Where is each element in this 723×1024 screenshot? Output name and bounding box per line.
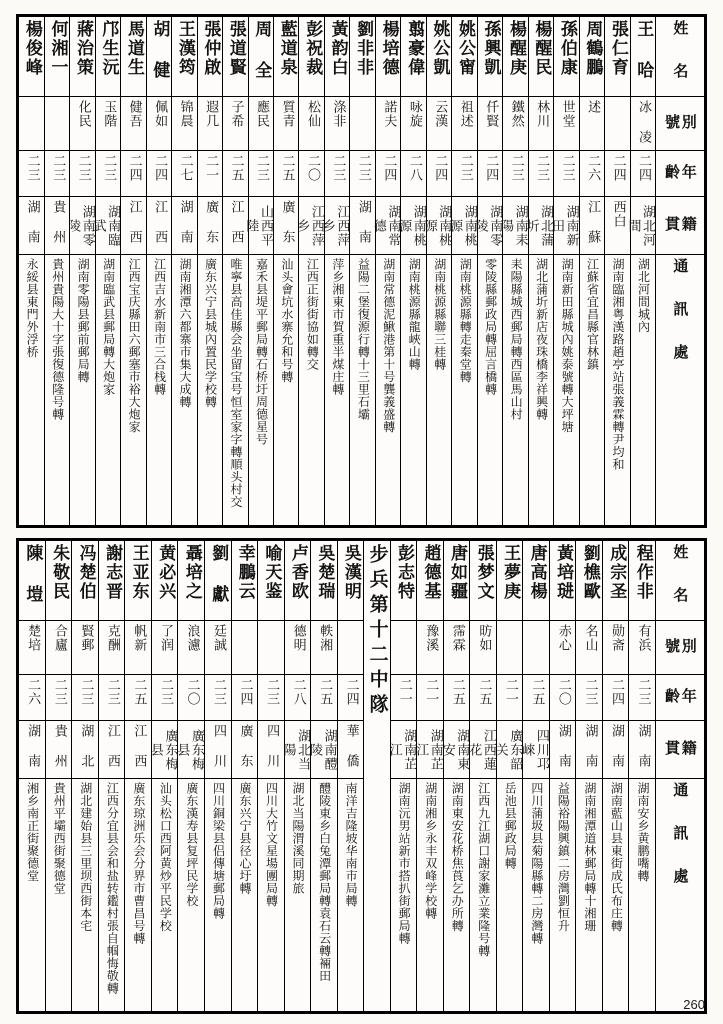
cell-alias: 述 [579, 97, 604, 151]
cell-age: 二四 [231, 674, 258, 720]
cell-origin: 四 川 [258, 720, 285, 778]
cell-name: 劉樵歐 [576, 540, 603, 620]
cell-origin: 四川邛崍 [523, 720, 550, 778]
cell-alias: 咏旋 [401, 97, 426, 151]
cell-alias: 諾夫 [375, 97, 400, 151]
cell-age: 二六 [579, 151, 604, 197]
cell-address: 耒陽縣城西郵局轉西區馬山村 [503, 255, 528, 526]
cell-origin: 湖南耒陽 [503, 197, 528, 255]
cell-alias: 合廬 [45, 620, 72, 674]
cell-alias: 玉階 [95, 97, 120, 151]
cell-name: 周鶴鵬 [579, 17, 604, 97]
cell-origin: 湖南東安 [443, 720, 470, 778]
cell-name: 楊俊峰 [19, 17, 45, 97]
cell-address: 四川大竹文星場團局轉 [258, 778, 285, 1011]
cell-address: 湖南藍山县東街成氏布庄轉 [602, 778, 629, 1011]
cell-name: 張道賢 [223, 17, 248, 97]
cell-address: 廣东漢寿县复坪民学校 [178, 778, 205, 1011]
roster-table-top-grid [18, 16, 705, 526]
cell-alias: 有浜 [629, 620, 656, 674]
cell-address: 益陽二堡復源行轉十三里石壩 [350, 255, 375, 526]
cell-age: 二一 [197, 151, 222, 197]
cell-origin: 湖南芷江 [417, 720, 444, 778]
cell-origin: 貴 州 [45, 720, 72, 778]
header-cell-origin: 籍 貫 [656, 720, 705, 778]
cell-alias: 勋斋 [602, 620, 629, 674]
cell-alias: 楚培 [19, 620, 46, 674]
header-cell-origin: 籍 貫 [656, 197, 705, 255]
cell-age: 二五 [273, 151, 298, 197]
cell-origin: 湖 南 [602, 720, 629, 778]
cell-alias: 化民 [70, 97, 95, 151]
cell-name: 藍道泉 [273, 17, 298, 97]
cell-origin: 江西萍乡 [299, 197, 324, 255]
cell-alias: 質青 [273, 97, 298, 151]
cell-origin: 西白 [605, 197, 630, 255]
cell-name: 姚公凱 [426, 17, 451, 97]
cell-origin: 湖南桃源 [426, 197, 451, 255]
header-cell-age: 年 齡 [656, 151, 705, 197]
cell-age: 二三 [576, 674, 603, 720]
cell-name: 卢香欧 [284, 540, 311, 620]
cell-origin: 湖南零陵 [477, 197, 502, 255]
cell-origin: 湖南桃源 [401, 197, 426, 255]
cell-age: 二七 [172, 151, 197, 197]
cell-origin: 江 西 [125, 720, 152, 778]
header-cell-alias: 別 號 [656, 620, 705, 674]
cell-age: 二三 [528, 151, 553, 197]
cell-alias: 浪濾 [178, 620, 205, 674]
cell-address: 湖北当陽渭溪同期旅 [284, 778, 311, 1011]
cell-age: 二四 [477, 151, 502, 197]
cell-origin: 江 西 [121, 197, 146, 255]
cell-alias: 了润 [151, 620, 178, 674]
cell-origin: 湖南臨武 [95, 197, 120, 255]
cell-address: 貴州平壩西街聚德堂 [45, 778, 72, 1011]
cell-address: 汕头會坑水寨允和号轉 [273, 255, 298, 526]
cell-origin: 江 西 [223, 197, 248, 255]
cell-address: 永綏县東門外浮桥 [19, 255, 45, 526]
cell-alias: 鐵然 [503, 97, 528, 151]
cell-age: 二一 [496, 674, 523, 720]
cell-name: 劉非非 [350, 17, 375, 97]
cell-origin: 湖 南 [629, 720, 656, 778]
cell-alias: 軼湘 [311, 620, 338, 674]
cell-origin: 江 西 [98, 720, 125, 778]
cell-alias: 冰 凌 [630, 97, 655, 151]
cell-name: 劉 獻 [204, 540, 231, 620]
cell-origin: 江 西 [146, 197, 171, 255]
cell-age: 二四 [146, 151, 171, 197]
table-row-origin [19, 720, 705, 778]
cell-alias: 佩如 [146, 97, 171, 151]
cell-origin: 廣东梅县 [178, 720, 205, 778]
cell-age: 二五 [125, 674, 152, 720]
cell-name: 姚公甯 [452, 17, 477, 97]
cell-address: 江西九江湖口謝家灘立業隆号轉 [470, 778, 497, 1011]
cell-alias: 廷誠 [204, 620, 231, 674]
cell-origin: 湖 北 [72, 720, 99, 778]
cell-address: 湖北河間城內 [630, 255, 655, 526]
cell-age: 二〇 [549, 674, 576, 720]
cell-name: 蔣治策 [70, 17, 95, 97]
cell-origin: 湖南新田 [554, 197, 579, 255]
cell-age: 二一 [390, 674, 417, 720]
cell-origin: 廣 东 [197, 197, 222, 255]
cell-name: 吳楚瑞 [311, 540, 338, 620]
cell-address: 汕头松口西阿黄炒平民学校 [151, 778, 178, 1011]
table-row-address [19, 255, 705, 526]
roster-table-bottom-grid [18, 540, 705, 1012]
cell-origin: 湖北河間 [630, 197, 655, 255]
cell-name: 趙德基 [417, 540, 444, 620]
cell-address: 江西正街街協如轉交 [299, 255, 324, 526]
cell-alias [605, 97, 630, 151]
cell-name: 黃韵白 [324, 17, 349, 97]
cell-age: 二三 [204, 674, 231, 720]
cell-age: 二三 [248, 151, 273, 197]
header-cell-age: 年 齡 [656, 674, 705, 720]
cell-address: 益陽裕陽興鎮二房灣劉恒升 [549, 778, 576, 1011]
cell-address: 零陵縣郵政局轉屈言橋轉 [477, 255, 502, 526]
cell-name: 朱敬民 [45, 540, 72, 620]
cell-origin: 湖北当陽 [284, 720, 311, 778]
cell-alias: 遐几 [197, 97, 222, 151]
cell-name: 孫伯康 [554, 17, 579, 97]
cell-name: 唐高楊 [523, 540, 550, 620]
cell-name: 成宗圣 [602, 540, 629, 620]
cell-age: 二四 [375, 151, 400, 197]
cell-alias: 霈霖 [443, 620, 470, 674]
cell-age: 二四 [602, 674, 629, 720]
cell-name: 吳漢明 [337, 540, 364, 620]
cell-address: 湖南桃源縣轉走秦堂轉 [452, 255, 477, 526]
cell-alias: 子希 [223, 97, 248, 151]
cell-origin: 湖 南 [576, 720, 603, 778]
cell-alias: 云漢 [426, 97, 451, 151]
cell-age: 二〇 [299, 151, 324, 197]
cell-address: 四川銅梁县侣傳塘郵局轉 [204, 778, 231, 1011]
cell-age: 二四 [121, 151, 146, 197]
cell-age: 二四 [605, 151, 630, 197]
table-row-name [19, 540, 705, 620]
roster-table-bottom [16, 538, 707, 1014]
cell-address: 湖南沅男站新市搭扒街郵局轉 [390, 778, 417, 1011]
cell-address: 湖南湘潭道林郵局轉十湘珊 [576, 778, 603, 1011]
cell-alias: 仟賢 [477, 97, 502, 151]
cell-name: 幸鵬云 [231, 540, 258, 620]
cell-alias: 應民 [248, 97, 273, 151]
cell-age: 二三 [503, 151, 528, 197]
cell-name: 陳 塏 [19, 540, 46, 620]
cell-alias: 林川 [528, 97, 553, 151]
cell-age: 二三 [45, 674, 72, 720]
cell-name: 孫興凱 [477, 17, 502, 97]
cell-alias [337, 620, 364, 674]
cell-age: 二三 [19, 151, 45, 197]
cell-address: 醴陵東乡白兔潭郵局轉袁石云轉裲田 [311, 778, 338, 1011]
cell-age: 二三 [452, 151, 477, 197]
cell-origin: 江西蓮花 [470, 720, 497, 778]
cell-age: 二五 [311, 674, 338, 720]
cell-name: 王夢庚 [496, 540, 523, 620]
cell-name: 謝志晋 [98, 540, 125, 620]
cell-address: 貴州貴陽大十字張復德隆号轉 [44, 255, 69, 526]
cell-origin: 湖 南 [350, 197, 375, 255]
cell-name: 彭祝裁 [299, 17, 324, 97]
cell-name: 胡 健 [146, 17, 171, 97]
cell-age: 二六 [19, 674, 46, 720]
cell-address: 湖南東安花桥焦莨乞办所轉 [443, 778, 470, 1011]
cell-age: 二五 [523, 674, 550, 720]
cell-age: 二四 [630, 151, 655, 197]
cell-alias: 昉如 [470, 620, 497, 674]
cell-alias [390, 620, 417, 674]
cell-address: 湖南常德泥鰍港第十号龔義盛轉 [375, 255, 400, 526]
cell-address: 湖南桃源縣聯三桂轉 [426, 255, 451, 526]
table-row-age [19, 674, 705, 720]
cell-address: 湘乡南正街聚德堂 [19, 778, 46, 1011]
cell-name: 王亚东 [125, 540, 152, 620]
cell-address: 廣东兴宁县城內置民学校轉 [197, 255, 222, 526]
cell-alias: 名山 [576, 620, 603, 674]
table-row-address [19, 778, 705, 1011]
cell-origin: 湖 南 [19, 197, 45, 255]
cell-address: 湖南湘乡永丰双峰学校轉 [417, 778, 444, 1011]
cell-alias: 世堂 [554, 97, 579, 151]
cell-origin: 湖 南 [19, 720, 46, 778]
cell-alias: 涤非 [324, 97, 349, 151]
cell-age: 二三 [151, 674, 178, 720]
cell-name: 黃培琎 [549, 540, 576, 620]
cell-age: 二三 [70, 151, 95, 197]
cell-alias: 德明 [284, 620, 311, 674]
cell-age: 二八 [401, 151, 426, 197]
cell-alias [258, 620, 285, 674]
cell-address: 湖北建始县三里坝西街本宅 [72, 778, 99, 1011]
cell-origin: 湖北蒲圻 [528, 197, 553, 255]
cell-age: 二一 [417, 674, 444, 720]
roster-table-top [16, 14, 707, 528]
cell-address: 湖南臨湘粤漢路趙亭站張義霖轉尹均和 [605, 255, 630, 526]
cell-name: 黄必兴 [151, 540, 178, 620]
cell-name: 程作非 [629, 540, 656, 620]
cell-alias [350, 97, 375, 151]
cell-address: 唯寧县高佳縣会坐留宝号恒室家字轉順头村交 [223, 255, 248, 526]
cell-name: 何湘一 [44, 17, 69, 97]
header-cell-name: 姓 名 [656, 17, 705, 97]
cell-alias: 祖述 [452, 97, 477, 151]
cell-name: 彭志特 [390, 540, 417, 620]
cell-address: 嘉禾县堤平郵局轉石桥圩周德星号 [248, 255, 273, 526]
cell-age: 二八 [284, 674, 311, 720]
cell-alias: 赤心 [549, 620, 576, 674]
cell-alias: 锦晨 [172, 97, 197, 151]
cell-origin: 湖南零陵 [70, 197, 95, 255]
cell-address: 湖南臨武县郵局轉大炮家 [95, 255, 120, 526]
table-row-alias [19, 97, 705, 151]
cell-alias: 賢郵 [72, 620, 99, 674]
cell-origin: 江 蘇 [579, 197, 604, 255]
cell-age: 二五 [470, 674, 497, 720]
cell-alias: 健吾 [121, 97, 146, 151]
cell-origin: 廣 东 [273, 197, 298, 255]
cell-age: 二三 [350, 151, 375, 197]
cell-name: 翦豪偉 [401, 17, 426, 97]
cell-alias [523, 620, 550, 674]
cell-name: 王 哈 [630, 17, 655, 97]
cell-name: 喻天鉴 [258, 540, 285, 620]
cell-age: 二四 [426, 151, 451, 197]
cell-alias: 克酬 [98, 620, 125, 674]
cell-name: 冯楚伯 [72, 540, 99, 620]
cell-address: 湖南湘潭六都寨市集大成轉 [172, 255, 197, 526]
cell-age: 二三 [44, 151, 69, 197]
cell-address: 南洋吉隆坡华南市局轉 [337, 778, 364, 1011]
cell-origin: 廣 东 [231, 720, 258, 778]
cell-address: 廣东兴宁县径心圩轉 [231, 778, 258, 1011]
cell-name: 楊醒民 [528, 17, 553, 97]
header-cell-address: 通 訊 處 [656, 778, 705, 1011]
cell-age: 二五 [223, 151, 248, 197]
page-number: 260 [683, 997, 705, 1012]
cell-name: 聶培之 [178, 540, 205, 620]
cell-alias [496, 620, 523, 674]
cell-alias: 豫溪 [417, 620, 444, 674]
cell-address: 湖南新田縣城內姚泰號轉大坪塘 [554, 255, 579, 526]
cell-age: 二三 [98, 674, 125, 720]
cell-name: 唐如疆 [443, 540, 470, 620]
cell-origin: 湖南醴陵 [311, 720, 338, 778]
cell-age: 二三 [629, 674, 656, 720]
cell-origin: 四 川 [204, 720, 231, 778]
cell-address: 四川蒲圾县菊陽縣轉二房灣轉 [523, 778, 550, 1011]
table-row-age [19, 151, 705, 197]
cell-name: 楊醒庚 [503, 17, 528, 97]
cell-origin: 湖南芷江 [390, 720, 417, 778]
cell-address: 岳池县郵政局轉 [496, 778, 523, 1011]
cell-name: 張仲啟 [197, 17, 222, 97]
cell-alias: 松仙 [299, 97, 324, 151]
cell-age: 二四 [337, 674, 364, 720]
cell-alias [19, 97, 45, 151]
cell-name: 張梦文 [470, 540, 497, 620]
header-cell-name: 姓 名 [656, 540, 705, 620]
cell-address: 廣东琼洲乐会分界市曹昌号轉 [125, 778, 152, 1011]
cell-alias [231, 620, 258, 674]
cell-origin: 華 僑 [337, 720, 364, 778]
cell-address: 萍乡湘東市賀重半煤庄轉 [324, 255, 349, 526]
cell-alias [44, 97, 69, 151]
cell-name: 楊培德 [375, 17, 400, 97]
cell-origin: 江西萍乡 [324, 197, 349, 255]
cell-origin: 貴 州 [44, 197, 69, 255]
table-row-alias [19, 620, 705, 674]
cell-alias: 帆新 [125, 620, 152, 674]
cell-age: 二三 [554, 151, 579, 197]
cell-name: 馬道生 [121, 17, 146, 97]
cell-address: 湖南桃源縣龍峽山轉 [401, 255, 426, 526]
table-row-name [19, 17, 705, 97]
cell-name: 周 全 [248, 17, 273, 97]
cell-origin: 湖南常德 [375, 197, 400, 255]
cell-address: 湖北蒲圻新店夜珠橋李祥興轉 [528, 255, 553, 526]
cell-age: 二〇 [178, 674, 205, 720]
unit-label-cell: 步兵第十二中隊 [364, 540, 391, 1011]
cell-age: 二三 [72, 674, 99, 720]
cell-name: 邝生沅 [95, 17, 120, 97]
cell-origin: 湖 南 [549, 720, 576, 778]
cell-address: 江西分宜县会和盐转鑑村張自帼悔敬轉 [98, 778, 125, 1011]
header-cell-address: 通 訊 處 [656, 255, 705, 526]
cell-age: 二三 [258, 674, 285, 720]
cell-age: 二五 [443, 674, 470, 720]
cell-origin: 山西平陸 [248, 197, 273, 255]
cell-address: 江西宝庆縣田六郵塞市裕大炮家 [121, 255, 146, 526]
cell-origin: 廣东韶关 [496, 720, 523, 778]
cell-address: 江西吉水新南市三合栈轉 [146, 255, 171, 526]
cell-age: 二三 [324, 151, 349, 197]
cell-address: 江蘇省宜昌縣官林鎮 [579, 255, 604, 526]
table-row-origin [19, 197, 705, 255]
header-cell-alias: 別 號 [656, 97, 705, 151]
cell-origin: 湖南桃源 [452, 197, 477, 255]
cell-age: 二三 [95, 151, 120, 197]
cell-name: 王漢筠 [172, 17, 197, 97]
cell-address: 湖南零陽县郵前郵局轉 [70, 255, 95, 526]
cell-address: 湖南安乡黄鹏嘴轉 [629, 778, 656, 1011]
cell-name: 張仁育 [605, 17, 630, 97]
cell-origin: 湖 南 [172, 197, 197, 255]
cell-origin: 廣东梅县 [151, 720, 178, 778]
